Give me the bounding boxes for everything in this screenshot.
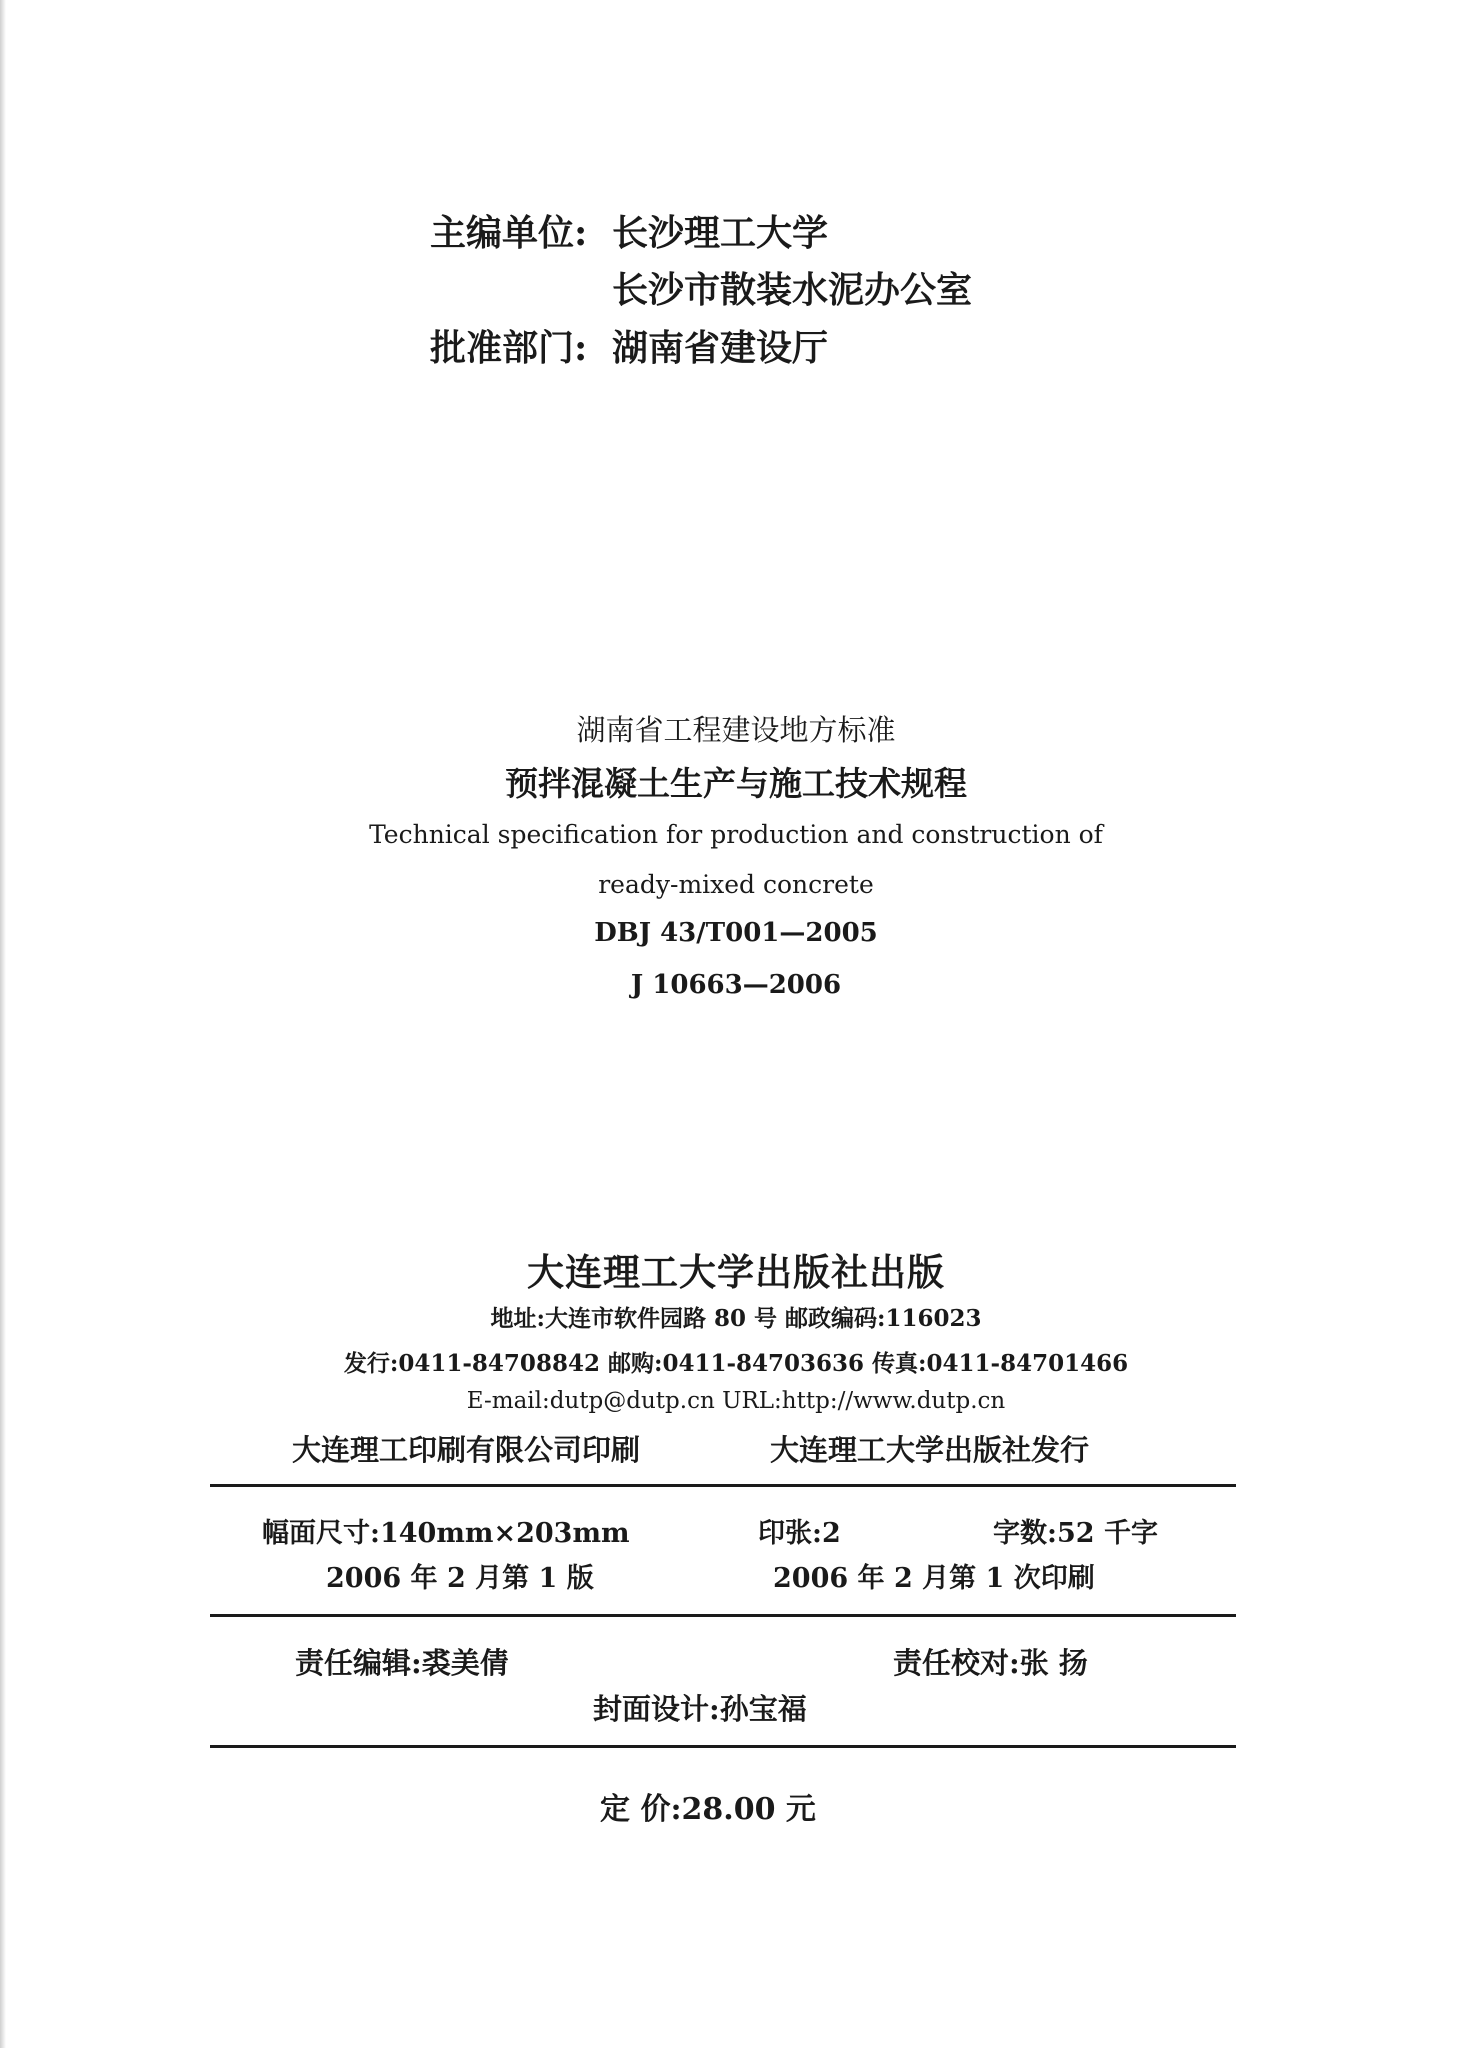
standard-title-en-line2: ready-mixed concrete — [598, 870, 874, 899]
publisher-web: E-mail:dutp@dutp.cn URL:http://www.dutp.cn — [466, 1388, 1006, 1414]
divider-3 — [210, 1745, 1236, 1748]
responsible-editor: 责任编辑:裘美倩 — [295, 1646, 509, 1680]
divider-1 — [210, 1484, 1236, 1487]
cover-designer: 封面设计:孙宝福 — [593, 1692, 807, 1726]
chief-editor-org-2: 长沙市散装水泥办公室 — [612, 269, 973, 311]
standard-title-cn: 预拌混凝土生产与施工技术规程 — [505, 764, 967, 803]
publisher-phones: 发行:0411-84708842 邮购:0411-84703636 传真:0411-84701466 — [343, 1350, 1129, 1377]
chief-editor-label: 主编单位: — [430, 212, 588, 254]
print-sheets: 印张:2 — [758, 1518, 841, 1549]
publisher-address: 地址:大连市软件园路 80 号 邮政编码:116023 — [490, 1305, 982, 1332]
standard-title-en-line1: Technical specification for production and construction of — [369, 820, 1103, 849]
word-count: 字数:52 千字 — [993, 1518, 1158, 1549]
price: 定 价:28.00 元 — [600, 1792, 816, 1827]
divider-2 — [210, 1614, 1236, 1617]
standard-series: 湖南省工程建设地方标准 — [576, 713, 896, 747]
printing-date: 2006 年 2 月第 1 次印刷 — [773, 1563, 1095, 1594]
registration-code: J 10663—2006 — [630, 970, 842, 1000]
chief-editor-org-1: 长沙理工大学 — [612, 212, 829, 254]
edition-date: 2006 年 2 月第 1 版 — [326, 1563, 594, 1594]
printer: 大连理工印刷有限公司印刷 — [292, 1433, 641, 1467]
responsible-proofreader: 责任校对:张 扬 — [893, 1646, 1088, 1680]
standard-code: DBJ 43/T001—2005 — [594, 918, 878, 948]
publisher-name: 大连理工大学出版社出版 — [527, 1250, 945, 1294]
distributor: 大连理工大学出版社发行 — [770, 1433, 1090, 1467]
approval-label: 批准部门: — [430, 327, 588, 369]
format-size: 幅面尺寸:140mm×203mm — [262, 1518, 630, 1549]
approval-department: 湖南省建设厅 — [612, 327, 829, 369]
scan-edge-shadow — [0, 0, 6, 2048]
